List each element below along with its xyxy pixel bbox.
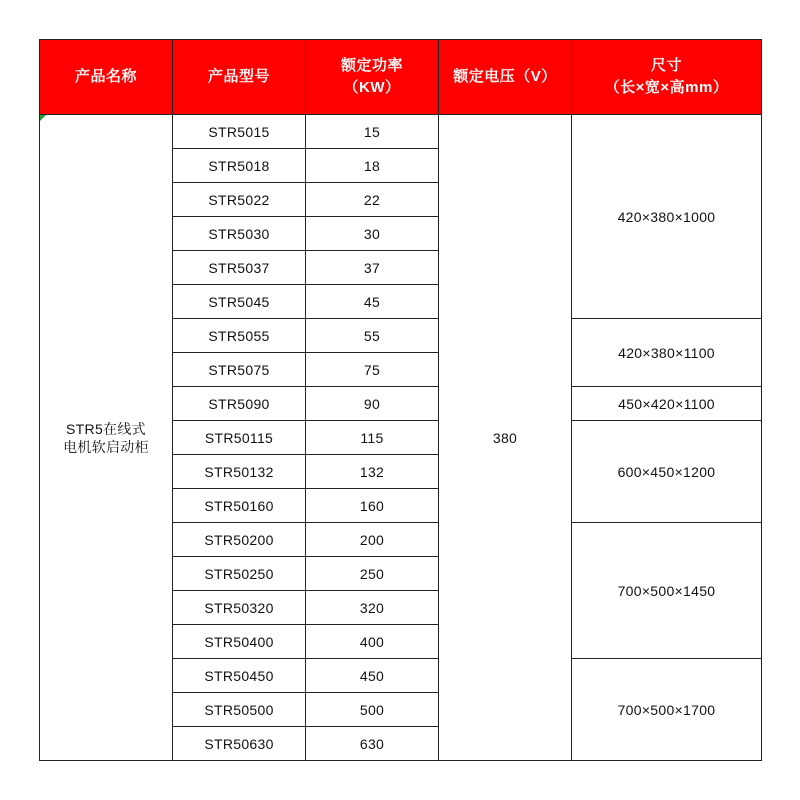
power-cell: 132 (306, 455, 439, 489)
model-cell: STR5075 (173, 353, 306, 387)
size-cell: 600×450×1200 (572, 421, 762, 523)
size-cell: 450×420×1100 (572, 387, 762, 421)
model-cell: STR5037 (173, 251, 306, 285)
power-cell: 115 (306, 421, 439, 455)
product-name-cell (40, 115, 173, 761)
size-cell: 420×380×1100 (572, 319, 762, 387)
model-cell: STR5018 (173, 149, 306, 183)
product-name-line: 电机软启动柜 (63, 438, 149, 455)
power-cell: 630 (306, 727, 439, 761)
header-voltage (439, 40, 572, 115)
model-cell: STR5090 (173, 387, 306, 421)
voltage-cell: 380 (439, 115, 572, 761)
header-product-name-label: 产品名称 (74, 68, 137, 85)
header-product-name (40, 40, 173, 115)
header-model (173, 40, 306, 115)
table-row (40, 115, 762, 149)
model-cell: STR50200 (173, 523, 306, 557)
size-cell: 420×380×1000 (572, 115, 762, 319)
model-cell: STR50250 (173, 557, 306, 591)
power-cell: 450 (306, 659, 439, 693)
table-body (40, 115, 762, 761)
model-cell: STR5045 (173, 285, 306, 319)
model-cell: STR50450 (173, 659, 306, 693)
size-cell: 700×500×1450 (572, 523, 762, 659)
model-cell: STR5015 (173, 115, 306, 149)
model-cell: STR50400 (173, 625, 306, 659)
model-cell: STR50630 (173, 727, 306, 761)
power-cell: 320 (306, 591, 439, 625)
power-cell: 37 (306, 251, 439, 285)
model-cell: STR50115 (173, 421, 306, 455)
size-cell: 700×500×1700 (572, 659, 762, 761)
header-power-label: 额定功率 (340, 57, 403, 74)
header-model-label: 产品型号 (207, 68, 270, 85)
model-cell: STR50132 (173, 455, 306, 489)
product-name-line: STR5在线式 (66, 420, 146, 437)
power-cell: 160 (306, 489, 439, 523)
model-cell: STR50500 (173, 693, 306, 727)
header-size (572, 40, 762, 115)
power-cell: 90 (306, 387, 439, 421)
header-size-label: 尺寸 (650, 57, 682, 74)
model-cell: STR5030 (173, 217, 306, 251)
product-spec-table (39, 39, 762, 761)
power-cell: 22 (306, 183, 439, 217)
model-cell: STR5055 (173, 319, 306, 353)
header-voltage-label: 额定电压（V） (453, 68, 557, 85)
comment-marker-icon (40, 115, 46, 121)
table-header (40, 40, 762, 115)
model-cell: STR5022 (173, 183, 306, 217)
power-cell: 45 (306, 285, 439, 319)
header-size-unit: （长×宽×高mm） (604, 79, 729, 96)
power-cell: 500 (306, 693, 439, 727)
model-cell: STR50320 (173, 591, 306, 625)
header-power-unit: （KW） (343, 79, 401, 96)
power-cell: 400 (306, 625, 439, 659)
header-row (40, 40, 762, 115)
header-power (306, 40, 439, 115)
power-cell: 200 (306, 523, 439, 557)
power-cell: 30 (306, 217, 439, 251)
power-cell: 55 (306, 319, 439, 353)
power-cell: 250 (306, 557, 439, 591)
power-cell: 75 (306, 353, 439, 387)
power-cell: 18 (306, 149, 439, 183)
power-cell: 15 (306, 115, 439, 149)
model-cell: STR50160 (173, 489, 306, 523)
